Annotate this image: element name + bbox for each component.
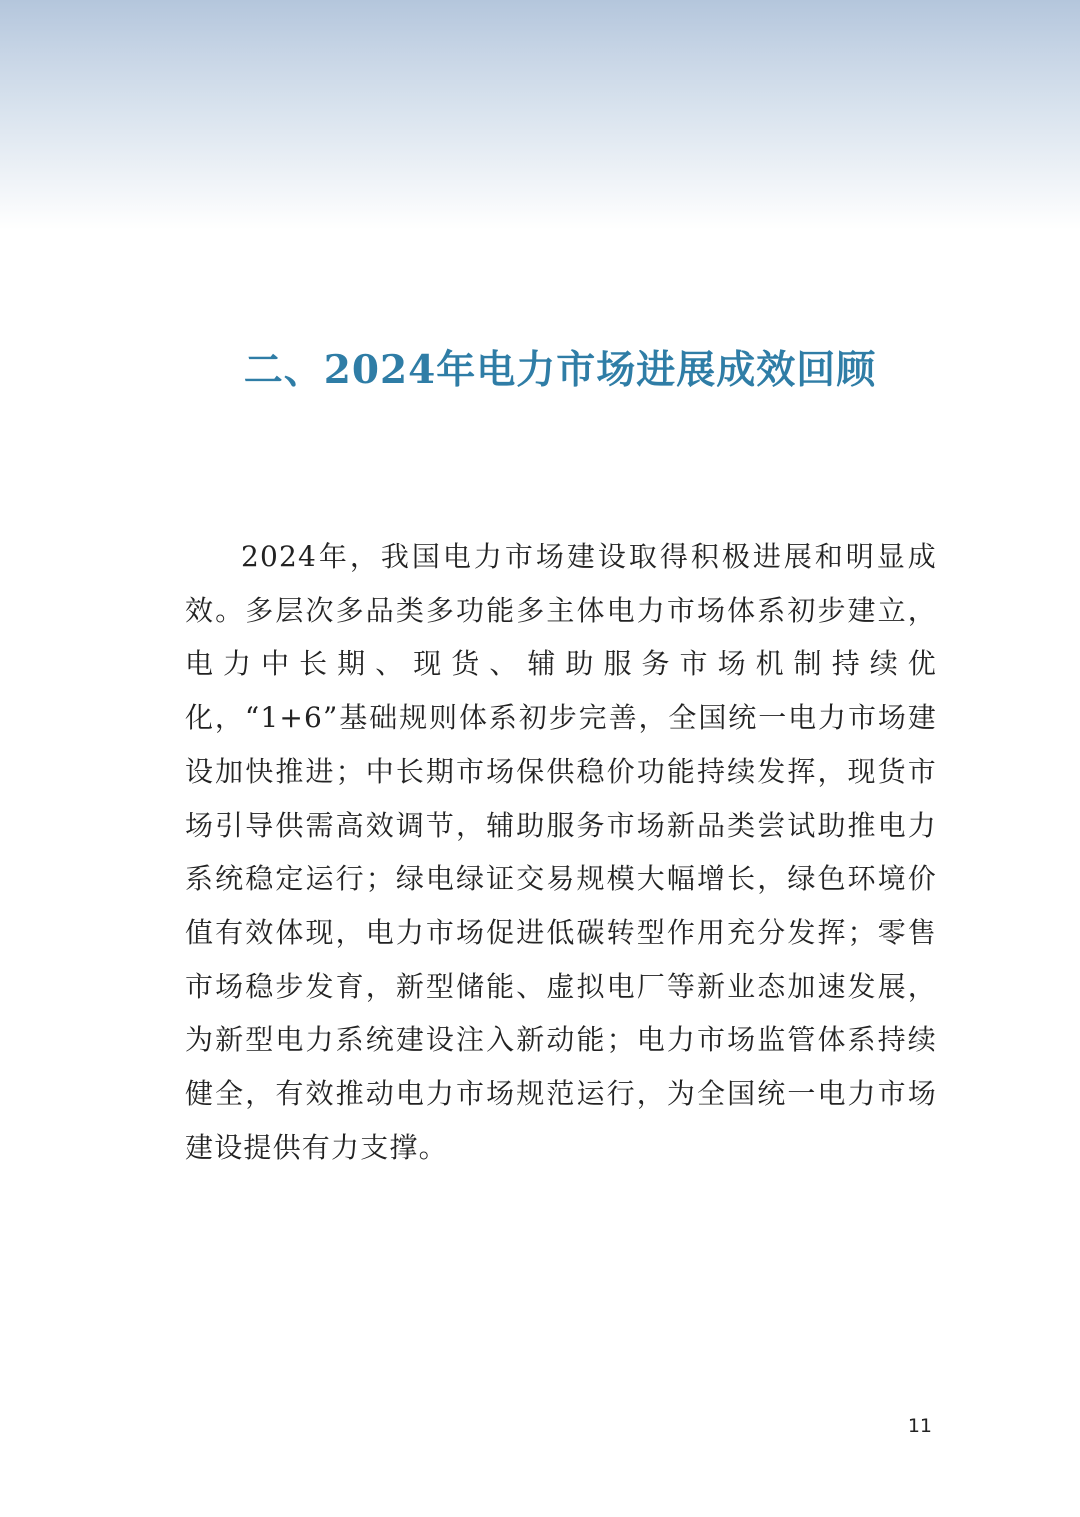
header-gradient-band xyxy=(0,0,1080,230)
body-paragraph: 2024年，我国电力市场建设取得积极进展和明显成效。多层次多品类多功能多主体电力市场体系初步建立，电力中长期、现货、辅助服务市场机制持续优化，“1+6”基础规则体系初步完善，全国统一电力市场建设加快推进；中长期市场保供稳价功能持续发挥，现货市场引导供需高效调节，辅助服务市场新品类尝试助推电力系统稳定运行；绿电绿证交易规模大幅增长，绿色环境价值有效体现，电力市场促进低碳转型作用充分发挥；零售市场稳步发育，新型储能、虚拟电厂等新业态加速发展，为新型电力系统建设注入新动能；电力市场监管体系持续健全，有效推动电力市场规范运行，为全国统一电力市场建设提供有力支撑。 xyxy=(185,540,937,1164)
page-number: 11 xyxy=(907,1415,932,1437)
section-title: 二、2024年电力市场进展成效回顾 xyxy=(243,347,877,393)
